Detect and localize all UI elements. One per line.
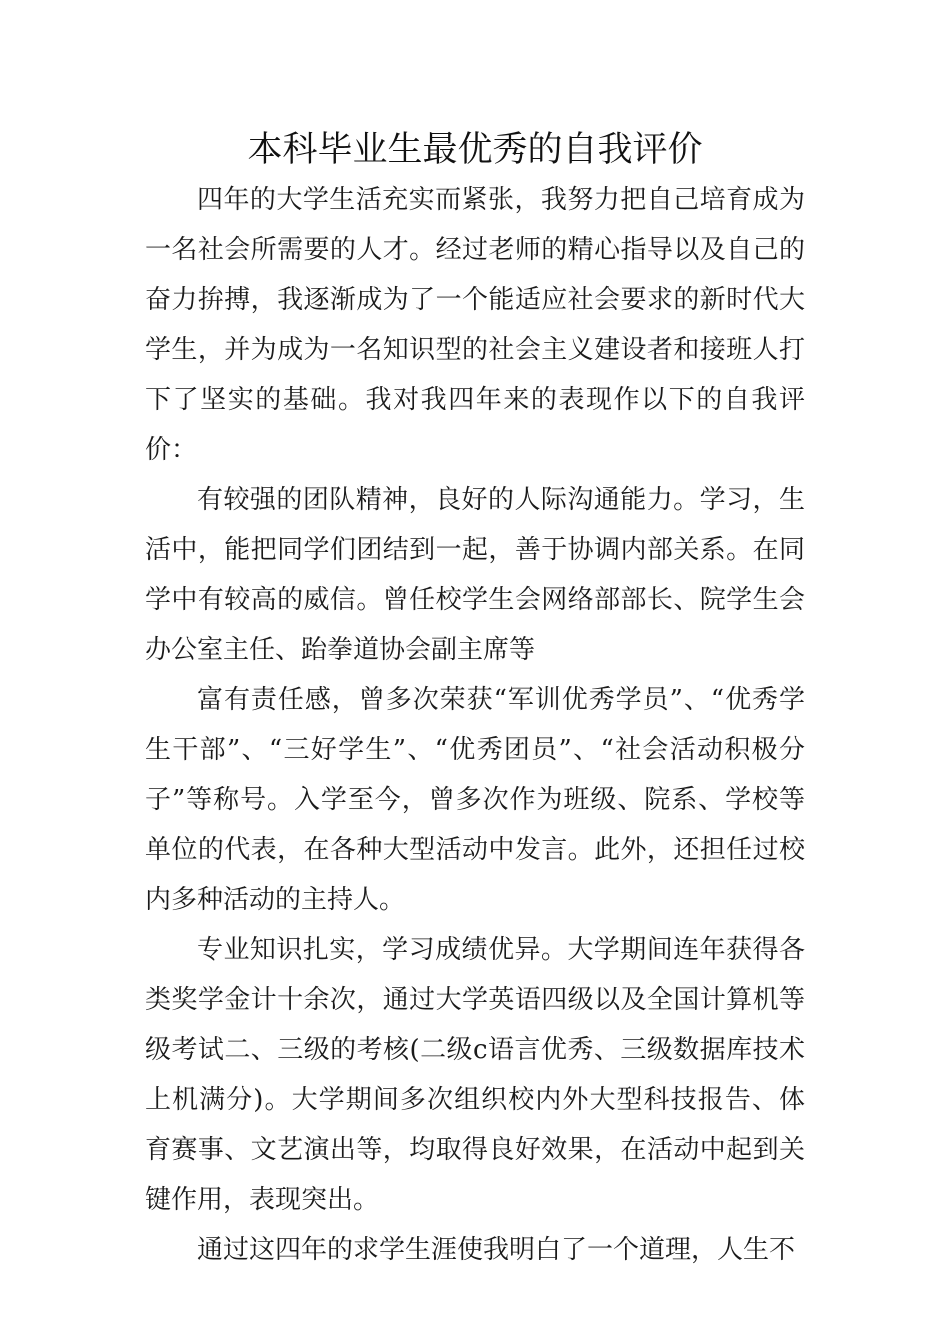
document-title: 本科毕业生最优秀的自我评价 bbox=[247, 130, 703, 170]
paragraph-academics: 专业知识扎实，学习成绩优异。大学期间连年获得各类奖学金计十余次，通过大学英语四级以及全国计算机等级考试二、三级的考核(二级c语言优秀、三级数据库技术上机满分)。大学期间多次组织校内外大型科技报告、体育赛事、文艺演出等，均取得良好效果，在活动中起到关键作用，表现突出。 bbox=[145, 935, 805, 1215]
paragraph-conclusion: 通过这四年的求学生涯使我明白了一个道理，人生不 bbox=[197, 1235, 796, 1265]
document-body bbox=[145, 175, 805, 1275]
paragraph-teamwork: 有较强的团队精神，良好的人际沟通能力。学习，生活中，能把同学们团结到一起，善于协调内部关系。在同学中有较高的威信。曾任校学生会网络部部长、院学生会办公室主任、跆拳道协会副主席等 bbox=[145, 485, 805, 665]
paragraph-intro: 四年的大学生活充实而紧张，我努力把自己培育成为一名社会所需要的人才。经过老师的精心指导以及自己的奋力拚搏，我逐渐成为了一个能适应社会要求的新时代大学生，并为成为一名知识型的社会主义建设者和接班人打下了坚实的基础。我对我四年来的表现作以下的自我评价： bbox=[145, 185, 805, 465]
paragraph-responsibility: 富有责任感，曾多次荣获“军训优秀学员”、“优秀学生干部”、“三好学生”、“优秀团员”、“社会活动积极分子”等称号。入学至今，曾多次作为班级、院系、学校等单位的代表，在各种大型活动中发言。此外，还担任过校内多种活动的主持人。 bbox=[145, 685, 805, 915]
